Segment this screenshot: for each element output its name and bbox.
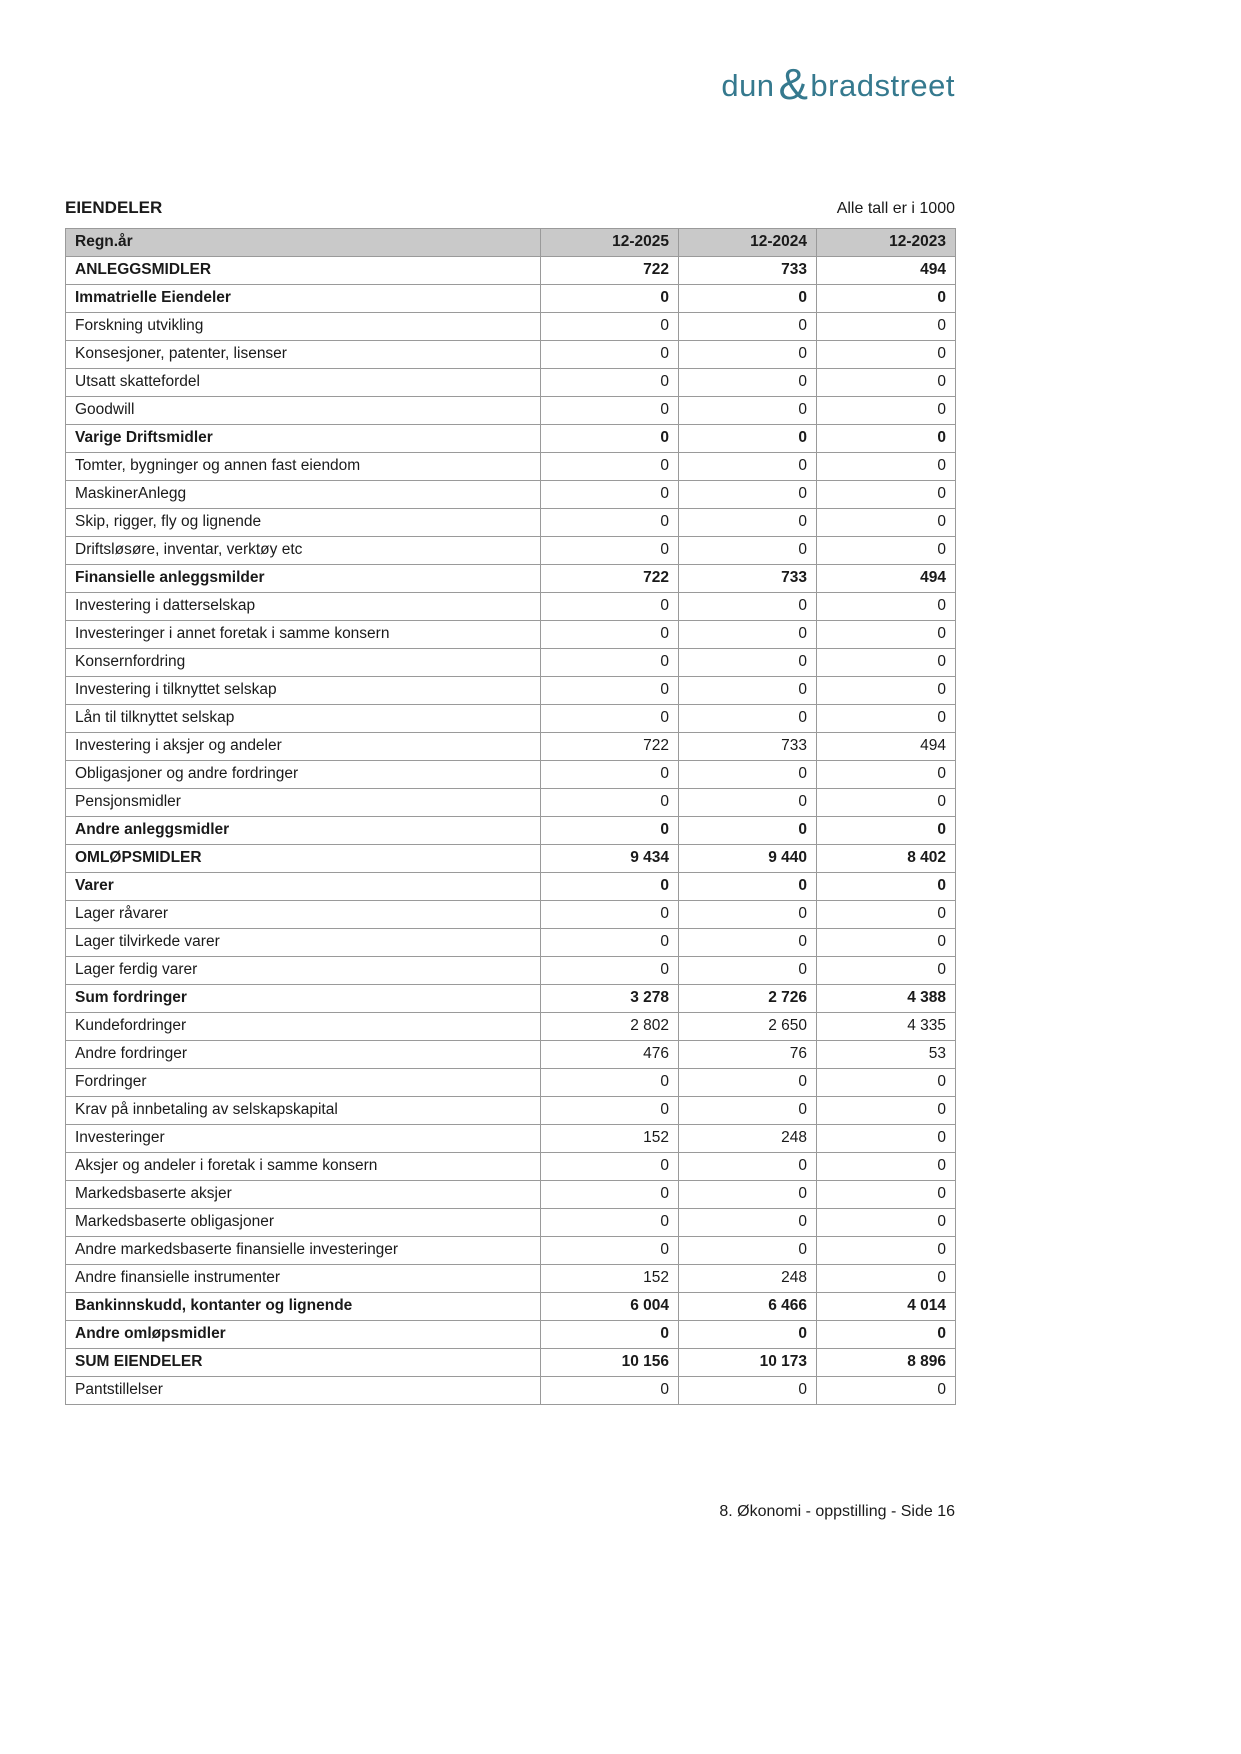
table-row (66, 593, 956, 621)
row-value: 0 (541, 537, 679, 565)
table-row (66, 369, 956, 397)
table-row (66, 621, 956, 649)
row-value: 0 (817, 593, 956, 621)
row-value: 248 (679, 1265, 817, 1293)
row-value: 0 (679, 1181, 817, 1209)
row-value: 0 (541, 593, 679, 621)
row-value: 0 (679, 957, 817, 985)
row-label: Kundefordringer (66, 1013, 541, 1041)
row-value: 0 (817, 313, 956, 341)
row-value: 0 (679, 873, 817, 901)
row-value: 0 (541, 929, 679, 957)
row-label: Bankinnskudd, kontanter og lignende (66, 1293, 541, 1321)
row-value: 0 (679, 425, 817, 453)
table-row (66, 845, 956, 873)
logo-text-bradstreet: bradstreet (810, 68, 955, 103)
table-row (66, 397, 956, 425)
row-label: Investering i datterselskap (66, 593, 541, 621)
row-value: 0 (679, 1377, 817, 1405)
table-row (66, 1209, 956, 1237)
row-value: 0 (541, 1153, 679, 1181)
row-label: Varige Driftsmidler (66, 425, 541, 453)
row-value: 152 (541, 1265, 679, 1293)
row-value: 0 (679, 817, 817, 845)
row-value: 53 (817, 1041, 956, 1069)
table-row (66, 929, 956, 957)
row-label: Investering i aksjer og andeler (66, 733, 541, 761)
row-value: 9 434 (541, 845, 679, 873)
row-value: 0 (541, 285, 679, 313)
row-value: 0 (541, 957, 679, 985)
row-value: 76 (679, 1041, 817, 1069)
row-value: 0 (817, 873, 956, 901)
row-value: 0 (679, 789, 817, 817)
row-value: 0 (817, 509, 956, 537)
table-row (66, 1321, 956, 1349)
row-value: 0 (679, 1321, 817, 1349)
row-value: 0 (679, 1153, 817, 1181)
row-value: 248 (679, 1125, 817, 1153)
row-label: Pensjonsmidler (66, 789, 541, 817)
row-value: 0 (817, 1153, 956, 1181)
row-value: 0 (817, 1321, 956, 1349)
row-value: 494 (817, 565, 956, 593)
row-value: 2 650 (679, 1013, 817, 1041)
row-value: 0 (541, 1321, 679, 1349)
row-value: 0 (817, 1209, 956, 1237)
row-label: Andre markedsbaserte finansielle investeringer (66, 1237, 541, 1265)
column-header-2024: 12-2024 (679, 229, 817, 257)
row-label: Investering i tilknyttet selskap (66, 677, 541, 705)
row-value: 0 (817, 761, 956, 789)
row-value: 0 (541, 481, 679, 509)
row-label: Utsatt skattefordel (66, 369, 541, 397)
row-value: 0 (541, 509, 679, 537)
row-value: 733 (679, 733, 817, 761)
row-value: 0 (679, 537, 817, 565)
row-value: 0 (817, 285, 956, 313)
row-value: 2 802 (541, 1013, 679, 1041)
row-value: 0 (817, 817, 956, 845)
row-label: Lager tilvirkede varer (66, 929, 541, 957)
row-label: SUM EIENDELER (66, 1349, 541, 1377)
row-value: 0 (541, 1181, 679, 1209)
row-value: 0 (679, 313, 817, 341)
table-row (66, 537, 956, 565)
table-row (66, 985, 956, 1013)
row-value: 0 (817, 369, 956, 397)
row-label: Markedsbaserte obligasjoner (66, 1209, 541, 1237)
table-row (66, 1041, 956, 1069)
row-value: 733 (679, 565, 817, 593)
row-value: 9 440 (679, 845, 817, 873)
row-value: 152 (541, 1125, 679, 1153)
row-value: 0 (679, 397, 817, 425)
row-value: 0 (541, 1237, 679, 1265)
row-label: Krav på innbetaling av selskapskapital (66, 1097, 541, 1125)
row-value: 0 (679, 1097, 817, 1125)
table-header-row (66, 229, 956, 257)
row-value: 0 (541, 341, 679, 369)
table-row (66, 257, 956, 285)
row-value: 0 (679, 761, 817, 789)
row-value: 0 (817, 1069, 956, 1097)
table-row (66, 761, 956, 789)
table-row (66, 313, 956, 341)
table-row (66, 649, 956, 677)
row-label: Lager ferdig varer (66, 957, 541, 985)
row-value: 0 (817, 929, 956, 957)
row-value: 6 466 (679, 1293, 817, 1321)
row-value: 4 014 (817, 1293, 956, 1321)
row-value: 0 (817, 481, 956, 509)
table-row (66, 677, 956, 705)
table-row (66, 873, 956, 901)
row-label: Finansielle anleggsmilder (66, 565, 541, 593)
row-label: Driftsløsøre, inventar, verktøy etc (66, 537, 541, 565)
row-label: Lån til tilknyttet selskap (66, 705, 541, 733)
row-value: 0 (541, 397, 679, 425)
row-value: 0 (541, 649, 679, 677)
row-value: 0 (541, 677, 679, 705)
row-value: 0 (817, 1377, 956, 1405)
row-label: Andre fordringer (66, 1041, 541, 1069)
table-row (66, 733, 956, 761)
row-value: 0 (679, 341, 817, 369)
row-value: 6 004 (541, 1293, 679, 1321)
row-value: 0 (541, 453, 679, 481)
row-label: Investeringer i annet foretak i samme konsern (66, 621, 541, 649)
row-label: Andre anleggsmidler (66, 817, 541, 845)
row-value: 733 (679, 257, 817, 285)
row-value: 0 (541, 873, 679, 901)
row-value: 0 (679, 1237, 817, 1265)
row-label: Lager råvarer (66, 901, 541, 929)
row-value: 0 (541, 1097, 679, 1125)
row-value: 0 (679, 481, 817, 509)
row-label: Forskning utvikling (66, 313, 541, 341)
row-label: Immatrielle Eiendeler (66, 285, 541, 313)
row-value: 0 (817, 397, 956, 425)
row-value: 0 (541, 705, 679, 733)
row-value: 4 388 (817, 985, 956, 1013)
row-value: 0 (679, 649, 817, 677)
row-value: 0 (817, 621, 956, 649)
row-label: MaskinerAnlegg (66, 481, 541, 509)
table-row (66, 565, 956, 593)
row-value: 0 (679, 621, 817, 649)
row-value: 0 (817, 649, 956, 677)
row-value: 0 (541, 817, 679, 845)
row-value: 0 (679, 285, 817, 313)
row-value: 0 (679, 453, 817, 481)
table-row (66, 1293, 956, 1321)
row-value: 10 156 (541, 1349, 679, 1377)
row-label: Markedsbaserte aksjer (66, 1181, 541, 1209)
row-value: 0 (817, 1181, 956, 1209)
row-value: 0 (541, 901, 679, 929)
row-value: 0 (679, 677, 817, 705)
row-label: Pantstillelser (66, 1377, 541, 1405)
row-value: 0 (679, 1209, 817, 1237)
assets-table (65, 228, 956, 1405)
row-value: 3 278 (541, 985, 679, 1013)
table-row (66, 285, 956, 313)
row-value: 0 (817, 1237, 956, 1265)
table-row (66, 1377, 956, 1405)
row-value: 4 335 (817, 1013, 956, 1041)
row-value: 0 (817, 453, 956, 481)
row-value: 0 (817, 341, 956, 369)
row-label: Andre omløpsmidler (66, 1321, 541, 1349)
row-value: 0 (817, 789, 956, 817)
row-label: Varer (66, 873, 541, 901)
row-value: 0 (817, 425, 956, 453)
column-header-regnar: Regn.år (66, 229, 541, 257)
row-value: 0 (541, 313, 679, 341)
row-value: 0 (817, 677, 956, 705)
row-value: 8 402 (817, 845, 956, 873)
page-title: EIENDELER (65, 198, 163, 217)
table-row (66, 1125, 956, 1153)
table-row (66, 789, 956, 817)
row-value: 722 (541, 733, 679, 761)
row-value: 0 (679, 929, 817, 957)
table-row (66, 481, 956, 509)
table-row (66, 1237, 956, 1265)
row-value: 0 (679, 369, 817, 397)
table-row (66, 1153, 956, 1181)
row-value: 0 (679, 1069, 817, 1097)
row-label: Obligasjoner og andre fordringer (66, 761, 541, 789)
table-row (66, 705, 956, 733)
row-label: ANLEGGSMIDLER (66, 257, 541, 285)
table-row (66, 453, 956, 481)
row-value: 2 726 (679, 985, 817, 1013)
row-value: 0 (541, 621, 679, 649)
table-row (66, 1069, 956, 1097)
row-value: 494 (817, 733, 956, 761)
table-row (66, 817, 956, 845)
table-row (66, 509, 956, 537)
table-header-line (65, 198, 955, 218)
row-value: 0 (817, 957, 956, 985)
column-header-2023: 12-2023 (817, 229, 956, 257)
row-value: 0 (679, 509, 817, 537)
row-label: Konsesjoner, patenter, lisenser (66, 341, 541, 369)
row-value: 0 (541, 425, 679, 453)
row-value: 494 (817, 257, 956, 285)
row-value: 0 (541, 1209, 679, 1237)
row-label: Skip, rigger, fly og lignende (66, 509, 541, 537)
page-footer: 8. Økonomi - oppstilling - Side 16 (719, 1503, 955, 1520)
row-value: 0 (541, 1069, 679, 1097)
row-value: 0 (817, 1265, 956, 1293)
row-label: Investeringer (66, 1125, 541, 1153)
table-row (66, 957, 956, 985)
row-label: Goodwill (66, 397, 541, 425)
row-value: 0 (541, 761, 679, 789)
row-value: 10 173 (679, 1349, 817, 1377)
table-row (66, 901, 956, 929)
dun-bradstreet-logo: dun & bradstreet (721, 60, 955, 109)
row-value: 0 (541, 1377, 679, 1405)
row-label: Konsernfordring (66, 649, 541, 677)
row-value: 0 (817, 705, 956, 733)
row-value: 0 (679, 593, 817, 621)
table-row (66, 1181, 956, 1209)
table-row (66, 1349, 956, 1377)
table-row (66, 1013, 956, 1041)
row-value: 0 (541, 369, 679, 397)
column-header-2025: 12-2025 (541, 229, 679, 257)
row-label: Aksjer og andeler i foretak i samme konsern (66, 1153, 541, 1181)
row-value: 0 (817, 537, 956, 565)
table-row (66, 1265, 956, 1293)
row-value: 722 (541, 257, 679, 285)
row-value: 722 (541, 565, 679, 593)
row-value: 0 (817, 1125, 956, 1153)
row-label: OMLØPSMIDLER (66, 845, 541, 873)
row-label: Fordringer (66, 1069, 541, 1097)
row-value: 0 (541, 789, 679, 817)
row-value: 0 (817, 901, 956, 929)
table-row (66, 341, 956, 369)
logo-text-dun: dun (721, 68, 775, 103)
row-value: 8 896 (817, 1349, 956, 1377)
row-value: 0 (679, 901, 817, 929)
table-row (66, 425, 956, 453)
row-label: Andre finansielle instrumenter (66, 1265, 541, 1293)
row-value: 0 (679, 705, 817, 733)
row-value: 0 (817, 1097, 956, 1125)
row-label: Sum fordringer (66, 985, 541, 1013)
row-label: Tomter, bygninger og annen fast eiendom (66, 453, 541, 481)
row-value: 476 (541, 1041, 679, 1069)
table-row (66, 1097, 956, 1125)
units-note: Alle tall er i 1000 (836, 200, 955, 217)
table-body (66, 257, 956, 1405)
